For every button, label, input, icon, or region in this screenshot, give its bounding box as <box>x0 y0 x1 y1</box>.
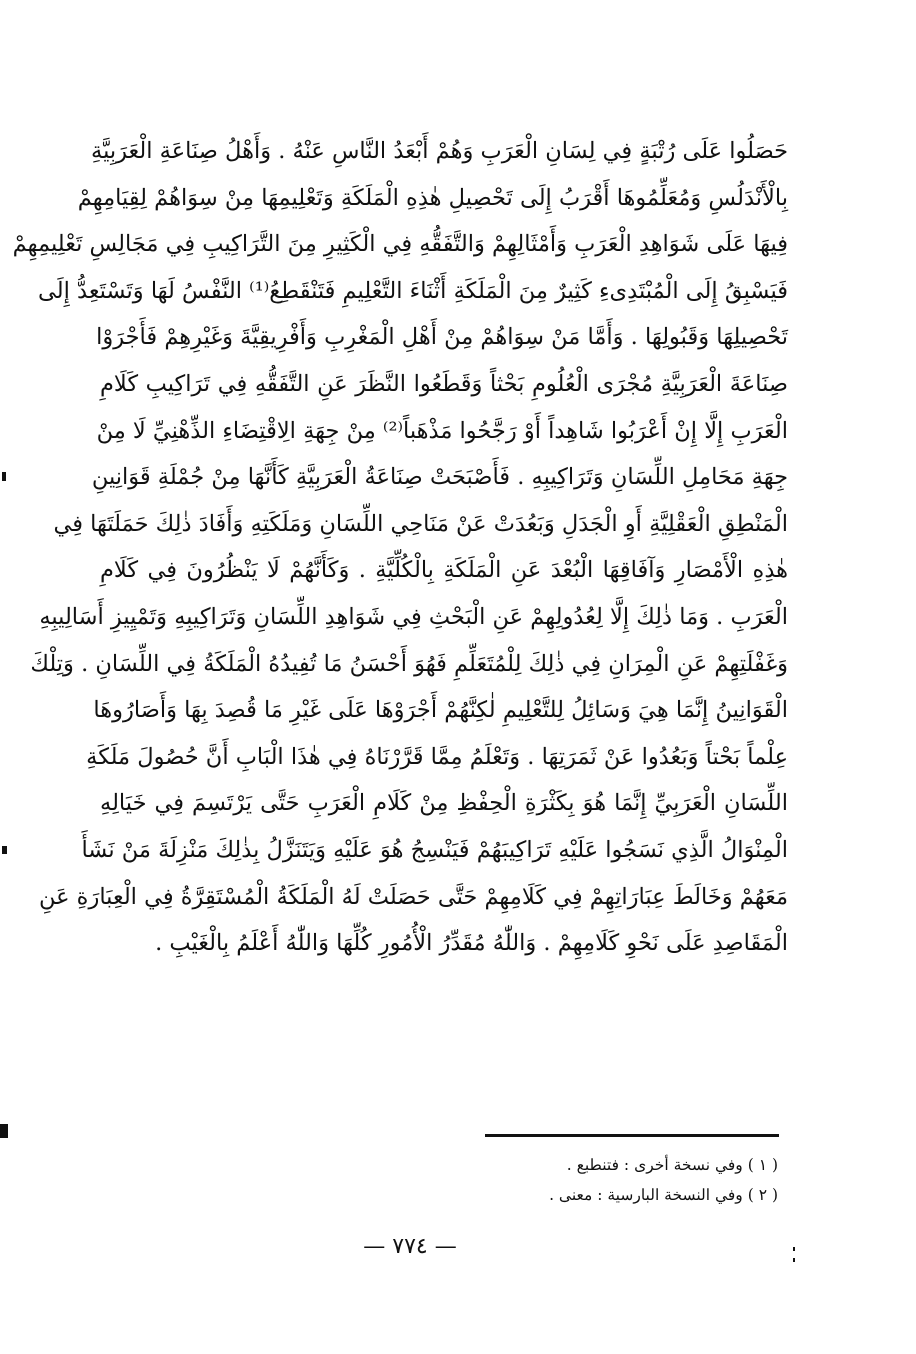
scan-mark-1 <box>2 472 6 481</box>
text-line-9: الْمَنْطِقِ الْعَقْلِيَّةِ أَوِ الْجَدَلِ وَبَعُدَتْ عَنْ مَنَاحِي اللِّسَانِ وَمَلَكَتِهِ وَأَفَادَ ذٰلِكَ حَمَلَتَهَا فِي <box>53 510 788 537</box>
text-line-17: مَعَهُمْ وَخَالَطَ عِبَارَاتِهِمْ فِي كَلَامِهِمْ حَتَّى حَصَلَتْ لَهُ الْمَلَكَةُ الْمُسْتَقِرَّةُ فِي الْعِبَارَةِ عَنِ <box>38 883 788 910</box>
footnote-1: ( ١ ) وفي نسخة أخرى : فتنطبع . <box>566 1156 778 1174</box>
text-line-2: بِالْأَنْدَلُسِ وَمُعَلِّمُوهَا أَقْرَبُ إِلَى تَحْصِيلِ هٰذِهِ الْمَلَكَةِ وَتَعْلِيمِهَا مِنْ سِوَاهُمْ لِقِيَامِهِمْ <box>77 184 788 211</box>
text-line-18: الْمَقَاصِدِ عَلَى نَحْوِ كَلَامِهِمْ . وَاللّٰهُ مُقَدِّرُ الْأُمُورِ كُلِّهَا وَاللّٰهُ أَعْلَمُ بِالْغَيْبِ . <box>155 930 788 957</box>
text-line-8: جِهَةِ مَحَامِلِ اللِّسَانِ وَتَرَاكِيبِهِ . فَأَصْبَحَتْ صِنَاعَةُ الْعَرَبِيَّةِ كَأَنَّهَا مِنْ جُمْلَةِ قَوَانِينِ <box>91 464 788 491</box>
footnotes-block <box>400 1150 778 1210</box>
main-text-block <box>12 128 788 967</box>
scan-mark-4 <box>793 1247 795 1251</box>
text-line-10: هٰذِهِ الْأَمْصَارِ وَآفَاقِهَا الْبُعْدَ عَنِ الْمَلَكَةِ بِالْكُلِّيَّةِ . وَكَأَنَّهُمْ لَا يَنْظُرُونَ فِي كَلَامِ <box>100 557 788 584</box>
text-line-13: الْقَوَانِينُ إِنَّمَا هِيَ وَسَائِلُ لِلتَّعْلِيمِ لٰكِنَّهُمْ أَجْرَوْهَا عَلَى غَيْرِ مَا قُصِدَ بِهَا وَأَصَارُوهَا <box>93 697 788 724</box>
text-line-14: عِلْماً بَحْتاً وَبَعُدُوا عَنْ ثَمَرَتِهَا . وَتَعْلَمُ مِمَّا قَرَّرْنَاهُ فِي هٰذَا الْبَابِ أَنَّ حُصُولَ مَلَكَةِ <box>86 743 788 770</box>
scan-mark-3 <box>0 1124 8 1138</box>
text-line-16: الْمِنْوَالُ الَّذِي نَسَجُوا عَلَيْهِ تَرَاكِيبَهُمْ فَيَنْسِجُ هُوَ عَلَيْهِ وَيَتَنَزَّلُ بِذٰلِكَ مَنْزِلَةَ مَنْ نَشَأَ <box>81 836 788 863</box>
text-line-11: الْعَرَبِ . وَمَا ذٰلِكَ إِلَّا لِعُدُولِهِمْ عَنِ الْبَحْثِ فِي شَوَاهِدِ اللِّسَانِ وَتَرَاكِيبِهِ وَتَمْيِيزِ أَسَالِيبِهِ <box>39 603 788 630</box>
text-line-4: فَيَسْبِقُ إِلَى الْمُبْتَدِىءِ كَثِيرٌ مِنَ الْمَلَكَةِ أَثْنَاءَ التَّعْلِيمِ فَتَنْقَطِعُ⁽¹⁾ النَّفْسُ لَهَا وَتَسْتَعِدُّ إِلَى <box>38 277 788 304</box>
page-number: — ٧٧٤ — <box>363 1234 457 1259</box>
text-line-7: الْعَرَبِ إِلَّا إِنْ أَعْرَبُوا شَاهِداً أَوْ رَجَّحُوا مَذْهَباً⁽²⁾ مِنْ جِهَةِ الِاقْتِضَاءِ الذِّهْنِيِّ لَا مِنْ <box>96 417 788 444</box>
text-line-1: حَصَلُوا عَلَى رُتْبَةٍ فِي لِسَانِ الْعَرَبِ وَهُمْ أَبْعَدُ النَّاسِ عَنْهُ . وَأَهْلُ صِنَاعَةِ الْعَرَبِيَّةِ <box>91 138 788 164</box>
text-line-12: وَغَفْلَتِهِمْ عَنِ الْمِرَانِ فِي ذٰلِكَ لِلْمُتَعَلِّمِ فَهُوَ أَحْسَنُ مَا تُفِيدُهُ الْمَلَكَةُ فِي اللِّسَانِ . وَتِلْكَ <box>30 650 788 677</box>
text-line-6: صِنَاعَةَ الْعَرَبِيَّةِ مُجْرَى الْعُلُومِ بَحْثاً وَقَطَعُوا النَّظَرَ عَنِ التَّفَقُّهِ فِي تَرَاكِيبِ كَلَامِ <box>100 370 788 397</box>
scan-mark-5 <box>793 1258 795 1262</box>
footnote-separator <box>485 1134 779 1137</box>
footnote-2: ( ٢ ) وفي النسخة البارسية : معنى . <box>549 1186 778 1204</box>
text-line-15: اللِّسَانِ الْعَرَبِيِّ إِنَّمَا هُوَ بِكَثْرَةِ الْحِفْظِ مِنْ كَلَامِ الْعَرَبِ حَتَّى يَرْتَسِمَ فِي خَيَالِهِ <box>100 790 788 817</box>
scan-mark-2 <box>2 846 7 854</box>
text-line-3: فِيهَا عَلَى شَوَاهِدِ الْعَرَبِ وَأَمْثَالِهِمْ وَالتَّفَقُّهِ فِي الْكَثِيرِ مِنَ التَّرَاكِيبِ فِي مَجَالِسِ تَعْلِيمِهِمْ <box>12 231 788 258</box>
text-line-5: تَحْصِيلِهَا وَقَبُولِهَا . وَأَمَّا مَنْ سِوَاهُمْ مِنْ أَهْلِ الْمَغْرِبِ وَأَفْرِيقِيَّةَ وَغَيْرِهِمْ فَأَجْرَوْا <box>96 324 788 351</box>
